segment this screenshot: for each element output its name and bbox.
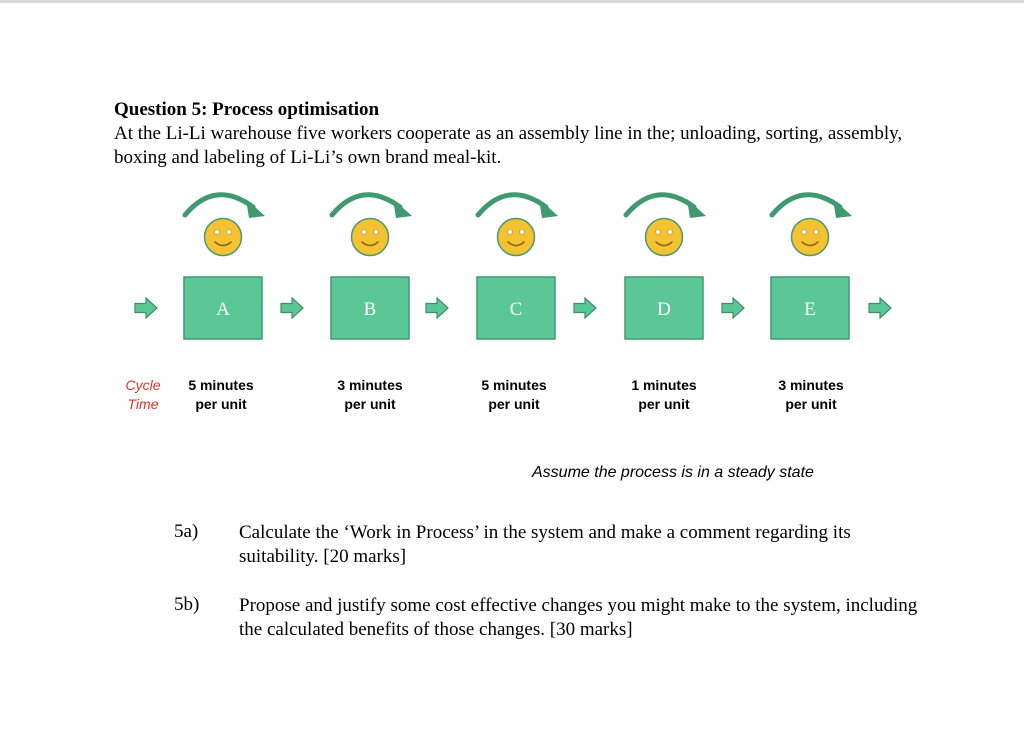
smiley-face-icon	[498, 219, 535, 256]
cycle-time-a: 5 minutes per unit	[188, 377, 254, 412]
station-d	[625, 277, 703, 339]
flow-arrow-icon	[722, 298, 744, 318]
cycle-time-b: 3 minutes per unit	[337, 377, 403, 412]
arrowhead-icon	[246, 199, 265, 218]
worker-b	[332, 195, 412, 256]
rotate-arrow-icon	[626, 195, 694, 215]
smiley-face-icon	[646, 219, 683, 256]
worker-a	[185, 195, 265, 256]
station-a	[184, 277, 262, 339]
cycle-time-c: 5 minutes per unit	[481, 377, 547, 412]
cycle-time-d: 1 minutes per unit	[631, 377, 697, 412]
arrowhead-icon	[687, 199, 706, 218]
worker-d	[626, 195, 706, 256]
cycle-time-e: 3 minutes per unit	[778, 377, 844, 412]
flow-arrow-icon	[574, 298, 596, 318]
steady-state-note: Assume the process is in a steady state	[532, 464, 814, 481]
eye-icon	[801, 229, 806, 234]
question-title: Question 5: Process optimisation	[114, 99, 380, 120]
eye-icon	[226, 229, 231, 234]
part-a-number: 5a)	[174, 521, 199, 542]
station-label: D	[657, 299, 671, 320]
part-a-text: Calculate the ‘Work in Process’ in the system and make a comment regarding its suitability. [20 marks]	[239, 522, 851, 567]
station-label: B	[363, 299, 377, 320]
part-b-number: 5b)	[174, 594, 200, 615]
rotate-arrow-icon	[185, 195, 253, 215]
part-b-text: Propose and justify some cost effective changes you might make to the system, including the calculated benefits of those changes. [30 marks]	[239, 595, 918, 640]
rotate-arrow-icon	[478, 195, 546, 215]
smiley-face-icon	[792, 219, 829, 256]
arrowhead-icon	[833, 199, 852, 218]
arrowhead-icon	[393, 199, 412, 218]
eye-icon	[361, 229, 366, 234]
eye-icon	[667, 229, 672, 234]
rotate-arrow-icon	[772, 195, 840, 215]
eye-icon	[813, 229, 818, 234]
station-c	[477, 277, 555, 339]
worker-c	[478, 195, 558, 256]
eye-icon	[519, 229, 524, 234]
cycle-time-label: Cycle Time	[125, 377, 161, 412]
station-b	[331, 277, 409, 339]
station-label: E	[804, 299, 816, 320]
eye-icon	[655, 229, 660, 234]
worker-e	[772, 195, 852, 256]
flow-arrow-icon	[135, 298, 157, 318]
flow-arrow-icon	[281, 298, 303, 318]
smiley-face-icon	[352, 219, 389, 256]
question-intro: At the Li-Li warehouse five workers cooperate as an assembly line in the; unloading, sorting, assembly, boxing and labeling of Li-Li’s own brand meal-kit.	[114, 123, 903, 168]
flow-arrow-icon	[426, 298, 448, 318]
arrowhead-icon	[539, 199, 558, 218]
smiley-face-icon	[205, 219, 242, 256]
station-e	[771, 277, 849, 339]
eye-icon	[507, 229, 512, 234]
rotate-arrow-icon	[332, 195, 400, 215]
flow-arrow-icon	[869, 298, 891, 318]
eye-icon	[373, 229, 378, 234]
eye-icon	[214, 229, 219, 234]
station-label: C	[509, 299, 523, 320]
station-label: A	[216, 299, 230, 320]
